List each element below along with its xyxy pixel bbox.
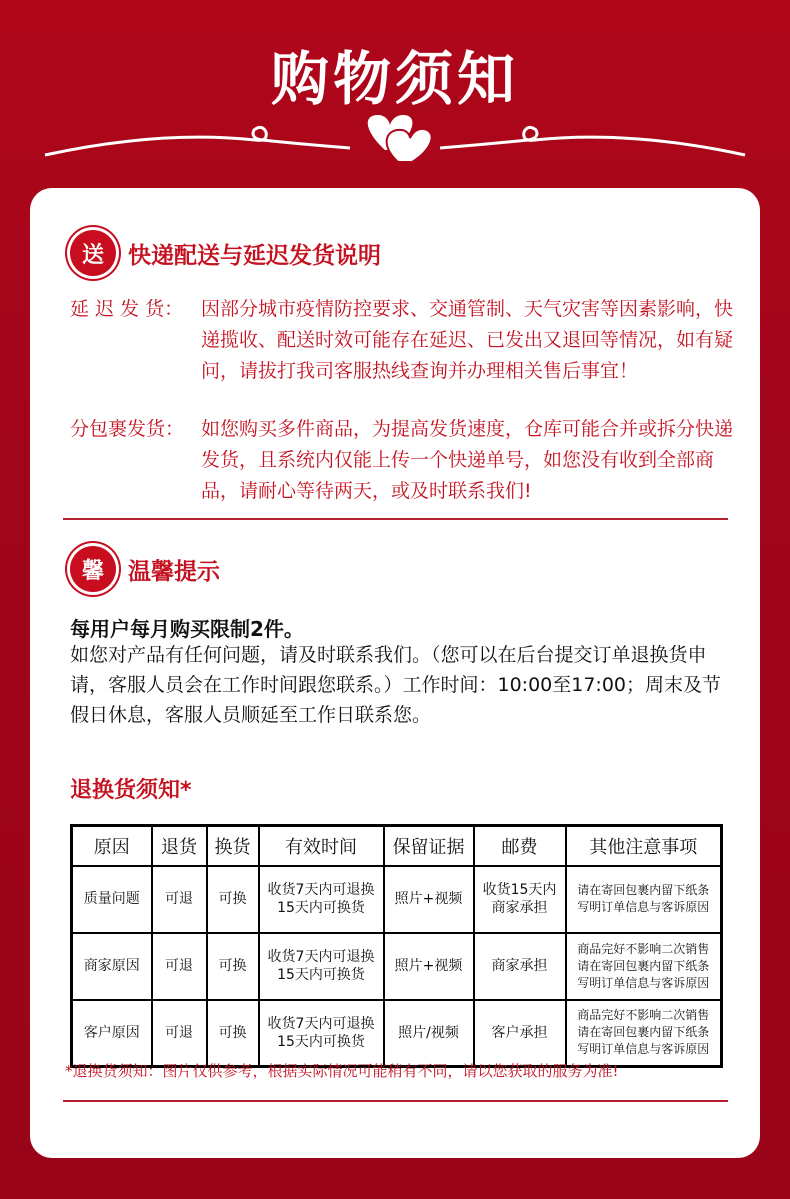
postage-cell: 客户承担: [474, 1000, 566, 1067]
return-footnote: *退换货须知：图片仅供参考，根据实际情况可能稍有不同，请以您获取的服务为准!: [65, 1062, 619, 1080]
split-shipping-row: [70, 414, 750, 507]
return-cell: 可退: [152, 1000, 207, 1067]
exchange-cell: 可换: [207, 1000, 259, 1067]
divider: [63, 1100, 728, 1102]
evidence-cell: 照片/视频: [384, 1000, 474, 1067]
reason-cell: 客户原因: [72, 1000, 152, 1067]
notes-cell: 请在寄回包裹内留下纸条 写明订单信息与客诉原因: [566, 866, 722, 933]
notes-cell: 商品完好不影响二次销售 请在寄回包裹内留下纸条 写明订单信息与客诉原因: [566, 1000, 722, 1067]
tips-section-header: [70, 546, 220, 592]
info-card: [30, 188, 760, 1158]
header-cell: 原因: [72, 826, 152, 866]
purchase-limit: 每用户每月购买限制2件。: [70, 617, 304, 641]
table-header-row: [72, 826, 722, 866]
tips-badge: 馨: [70, 546, 116, 592]
heart-icon: [387, 129, 432, 162]
header-cell: 邮费: [474, 826, 566, 866]
header-cell: 有效时间: [259, 826, 384, 866]
time-cell: 收货7天内可退换 15天内可换货: [259, 933, 384, 1000]
reason-cell: 商家原因: [72, 933, 152, 1000]
reason-cell: 质量问题: [72, 866, 152, 933]
delivery-title: 快递配送与延迟发货说明: [128, 242, 381, 269]
return-policy-title: 退换货须知*: [70, 778, 192, 803]
table-row: [72, 933, 722, 1000]
exchange-cell: 可换: [207, 933, 259, 1000]
evidence-cell: 照片+视频: [384, 933, 474, 1000]
delivery-badge: 送: [70, 230, 116, 276]
evidence-cell: 照片+视频: [384, 866, 474, 933]
postage-cell: 收货15天内 商家承担: [474, 866, 566, 933]
delay-label: 延 迟 发 货：: [70, 298, 184, 320]
page-title: 购物须知: [270, 45, 519, 113]
split-text: 如您购买多件商品，为提高发货速度，仓库可能合并或拆分快递发货，且系统内仅能上传一个快递单号，如您没有收到全部商品，请耐心等待两天，或及时联系我们!: [201, 418, 734, 502]
notes-cell: 商品完好不影响二次销售 请在寄回包裹内留下纸条 写明订单信息与客诉原因: [566, 933, 722, 1000]
tips-title: 温馨提示: [128, 558, 220, 585]
hearts-ornament: [40, 110, 750, 180]
time-cell: 收货7天内可退换 15天内可换货: [259, 866, 384, 933]
split-label: 分包裹发货：: [70, 418, 185, 440]
header-cell: 退货: [152, 826, 207, 866]
header-cell: 换货: [207, 826, 259, 866]
exchange-cell: 可换: [207, 866, 259, 933]
table-row: [72, 1000, 722, 1067]
delivery-section-header: [70, 230, 381, 276]
time-cell: 收货7天内可退换 15天内可换货: [259, 1000, 384, 1067]
return-cell: 可退: [152, 933, 207, 1000]
delay-shipping-row: [70, 294, 750, 387]
return-cell: 可退: [152, 866, 207, 933]
header-cell: 保留证据: [384, 826, 474, 866]
delay-text: 因部分城市疫情防控要求、交通管制、天气灾害等因素影响，快递揽收、配送时效可能存在延迟、已发出又退回等情况，如有疑问，请拔打我司客服热线查询并办理相关售后事宜！: [201, 298, 734, 382]
tips-body: 如您对产品有任何问题，请及时联系我们。（您可以在后台提交订单退换货申请，客服人员会在工作时间跟您联系。）工作时间：10:00至17:00；周末及节假日休息，客服人员顺延至工作日联系您。: [70, 644, 722, 726]
header-cell: 其他注意事项: [566, 826, 722, 866]
postage-cell: 商家承担: [474, 933, 566, 1000]
table-row: [72, 866, 722, 933]
return-policy-table: [70, 824, 723, 1068]
divider: [63, 518, 728, 520]
